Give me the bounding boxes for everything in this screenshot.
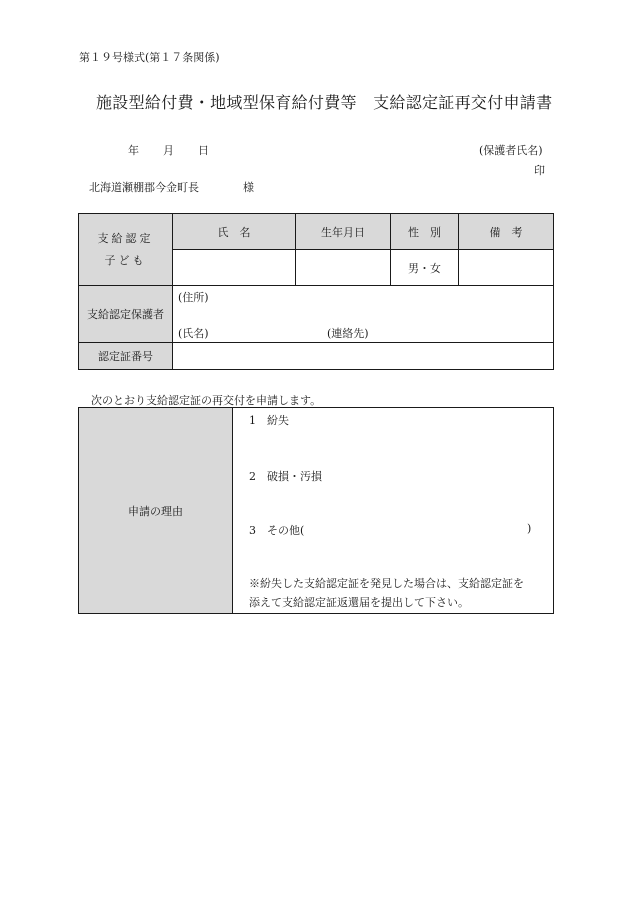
child-label-cell: [79, 214, 173, 286]
child-remarks-field[interactable]: [459, 250, 554, 286]
reason-option-other[interactable]: 3 その他(: [249, 524, 305, 537]
date-year-label: 年: [128, 144, 139, 157]
reason-label: 申請の理由: [79, 408, 233, 614]
reason-other-close-paren: ): [527, 522, 532, 535]
guardian-contact-label: (連絡先): [327, 327, 369, 340]
header-birthdate: 生年月日: [296, 214, 391, 250]
application-details-table: [78, 213, 554, 370]
guardian-info-field[interactable]: [173, 286, 554, 343]
header-gender: 性 別: [391, 214, 459, 250]
form-number: 第１９号様式(第１７条関係): [79, 51, 220, 64]
guardian-address-label: (住所): [178, 291, 209, 304]
reason-note-line2: 添えて支給認定証返還届を提出して下さい。: [249, 596, 469, 609]
child-birthdate-field[interactable]: [296, 250, 391, 286]
date-month-label: 月: [163, 144, 174, 157]
date-day-label: 日: [198, 144, 209, 157]
addressee-name: 北海道瀬棚郡今金町長: [89, 181, 199, 194]
cert-number-label: 認定証番号: [79, 343, 173, 370]
reason-options-cell: [233, 408, 554, 614]
document-title: 施設型給付費・地域型保育給付費等 支給認定証再交付申請書: [96, 93, 553, 112]
child-label-line1: 支給認定: [97, 231, 154, 245]
child-name-field[interactable]: [173, 250, 296, 286]
seal-mark: 印: [534, 164, 545, 177]
reason-option-damaged[interactable]: 2 破損・汚損: [249, 470, 322, 483]
cert-number-field[interactable]: [173, 343, 554, 370]
guardian-name-field-label: (氏名): [178, 327, 209, 340]
guardian-name-label: (保護者氏名): [479, 144, 543, 157]
header-remarks: 備 考: [459, 214, 554, 250]
intro-text: 次のとおり支給認定証の再交付を申請します。: [91, 394, 322, 407]
reason-table: [78, 407, 554, 614]
child-label-line2: 子ども: [104, 253, 147, 267]
child-gender-field[interactable]: 男・女: [391, 250, 459, 286]
addressee-honorific: 様: [243, 181, 254, 194]
guardian-row-label: 支給認定保護者: [79, 286, 173, 343]
reason-note-line1: ※紛失した支給認定証を発見した場合は、支給認定証を: [249, 577, 524, 590]
header-name: 氏 名: [173, 214, 296, 250]
reason-option-lost[interactable]: 1 紛失: [249, 414, 289, 427]
